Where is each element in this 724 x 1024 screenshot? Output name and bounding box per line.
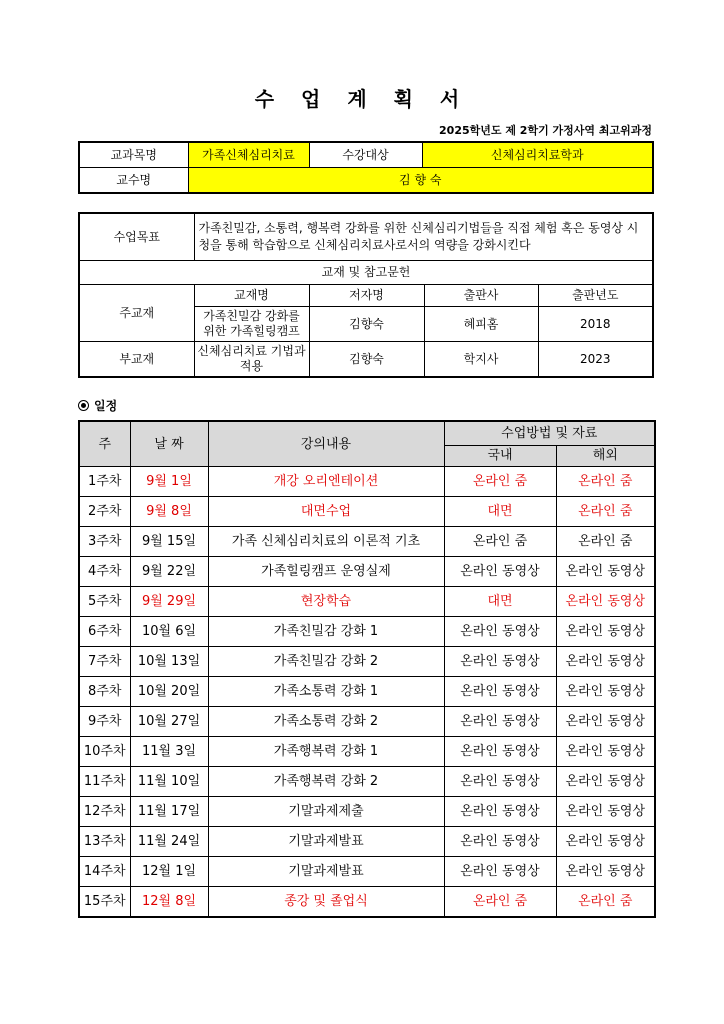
content-cell: 가족소통력 강화 2 xyxy=(208,707,444,737)
goal-text: 가족친밀감, 소통력, 행복력 강화를 위한 신체심리기법들을 직접 체험 혹은 동영상 시청을 통해 학습함으로 신체심리치료사로서의 역량을 강화시킨다 xyxy=(194,213,653,261)
week-cell: 8주차 xyxy=(79,677,130,707)
table-row xyxy=(79,857,655,887)
overseas-method-cell: 온라인 줌 xyxy=(556,527,655,557)
week-cell: 5주차 xyxy=(79,587,130,617)
sub-book-publisher: 학지사 xyxy=(424,342,538,378)
overseas-method-cell: 온라인 동영상 xyxy=(556,677,655,707)
table-row xyxy=(79,617,655,647)
domestic-method-cell: 온라인 동영상 xyxy=(444,737,556,767)
overseas-method-cell: 온라인 동영상 xyxy=(556,617,655,647)
week-cell: 14주차 xyxy=(79,857,130,887)
references-header: 교재 및 참고문헌 xyxy=(79,261,653,285)
week-cell: 10주차 xyxy=(79,737,130,767)
overseas-method-cell: 온라인 동영상 xyxy=(556,797,655,827)
table-row xyxy=(79,587,655,617)
content-cell: 가족행복력 강화 2 xyxy=(208,767,444,797)
professor-label: 교수명 xyxy=(79,168,188,194)
content-cell: 가족힐링캠프 운영실제 xyxy=(208,557,444,587)
week-cell: 4주차 xyxy=(79,557,130,587)
date-cell: 11월 10일 xyxy=(130,767,208,797)
sub-book-author: 김향숙 xyxy=(309,342,424,378)
semester-subtitle: 2025학년도 제 2학기 가정사역 최고위과정 xyxy=(439,124,652,137)
overseas-method-cell: 온라인 동영상 xyxy=(556,557,655,587)
content-cell: 가족행복력 강화 1 xyxy=(208,737,444,767)
date-cell: 10월 13일 xyxy=(130,647,208,677)
date-cell: 10월 27일 xyxy=(130,707,208,737)
col-publisher: 출판사 xyxy=(424,285,538,307)
overseas-method-cell: 온라인 동영상 xyxy=(556,737,655,767)
col-author: 저자명 xyxy=(309,285,424,307)
domestic-method-cell: 온라인 줌 xyxy=(444,887,556,918)
domestic-method-cell: 온라인 줌 xyxy=(444,527,556,557)
overseas-method-cell: 온라인 줌 xyxy=(556,497,655,527)
sub-book-year: 2023 xyxy=(538,342,653,378)
week-cell: 13주차 xyxy=(79,827,130,857)
content-cell: 기말과제발표 xyxy=(208,827,444,857)
overseas-method-cell: 온라인 동영상 xyxy=(556,827,655,857)
date-cell: 11월 3일 xyxy=(130,737,208,767)
content-cell: 기말과제발표 xyxy=(208,857,444,887)
schedule-table xyxy=(78,420,656,918)
schedule-section-title xyxy=(78,397,117,414)
week-cell: 15주차 xyxy=(79,887,130,918)
table-row xyxy=(79,677,655,707)
table-row xyxy=(79,467,655,497)
bullet-circle-icon xyxy=(78,400,89,411)
domestic-method-cell: 온라인 동영상 xyxy=(444,677,556,707)
table-row xyxy=(79,827,655,857)
week-cell: 12주차 xyxy=(79,797,130,827)
course-name-label: 교과목명 xyxy=(79,142,188,168)
goal-label: 수업목표 xyxy=(79,213,194,261)
week-cell: 1주차 xyxy=(79,467,130,497)
course-name-value: 가족신체심리치료 xyxy=(188,142,309,168)
target-value: 신체심리치료학과 xyxy=(422,142,653,168)
table-row xyxy=(79,887,655,918)
overseas-method-cell: 온라인 동영상 xyxy=(556,707,655,737)
domestic-method-cell: 온라인 동영상 xyxy=(444,797,556,827)
content-cell: 가족 신체심리치료의 이론적 기초 xyxy=(208,527,444,557)
header-date: 날 짜 xyxy=(130,421,208,467)
table-row xyxy=(79,707,655,737)
content-cell: 가족친밀감 강화 1 xyxy=(208,617,444,647)
date-cell: 9월 22일 xyxy=(130,557,208,587)
header-overseas: 해외 xyxy=(556,445,655,466)
main-textbook-label: 주교재 xyxy=(79,285,194,342)
domestic-method-cell: 온라인 동영상 xyxy=(444,557,556,587)
domestic-method-cell: 온라인 동영상 xyxy=(444,857,556,887)
table-row xyxy=(79,557,655,587)
page-title: 수 업 계 획 서 xyxy=(254,87,470,111)
date-cell: 9월 29일 xyxy=(130,587,208,617)
course-plan-table xyxy=(78,212,654,378)
table-row xyxy=(79,647,655,677)
date-cell: 9월 15일 xyxy=(130,527,208,557)
col-year: 출판년도 xyxy=(538,285,653,307)
date-cell: 11월 24일 xyxy=(130,827,208,857)
course-info-table xyxy=(78,141,654,194)
domestic-method-cell: 온라인 동영상 xyxy=(444,617,556,647)
content-cell: 기말과제제출 xyxy=(208,797,444,827)
date-cell: 10월 20일 xyxy=(130,677,208,707)
date-cell: 9월 8일 xyxy=(130,497,208,527)
overseas-method-cell: 온라인 줌 xyxy=(556,887,655,918)
domestic-method-cell: 온라인 줌 xyxy=(444,467,556,497)
overseas-method-cell: 온라인 동영상 xyxy=(556,587,655,617)
content-cell: 개강 오리엔테이션 xyxy=(208,467,444,497)
week-cell: 2주차 xyxy=(79,497,130,527)
domestic-method-cell: 온라인 동영상 xyxy=(444,767,556,797)
header-week: 주 xyxy=(79,421,130,467)
sub-book-title: 신체심리치료 기법과 적용 xyxy=(194,342,309,378)
table-row xyxy=(79,767,655,797)
week-cell: 9주차 xyxy=(79,707,130,737)
table-row xyxy=(79,527,655,557)
target-label: 수강대상 xyxy=(309,142,422,168)
content-cell: 가족친밀감 강화 2 xyxy=(208,647,444,677)
week-cell: 11주차 xyxy=(79,767,130,797)
domestic-method-cell: 온라인 동영상 xyxy=(444,707,556,737)
domestic-method-cell: 대면 xyxy=(444,587,556,617)
overseas-method-cell: 온라인 동영상 xyxy=(556,857,655,887)
header-domestic: 국내 xyxy=(444,445,556,466)
main-book-title: 가족친밀감 강화를 위한 가족힐링캠프 xyxy=(194,307,309,342)
table-row xyxy=(79,797,655,827)
overseas-method-cell: 온라인 줌 xyxy=(556,467,655,497)
date-cell: 10월 6일 xyxy=(130,617,208,647)
week-cell: 3주차 xyxy=(79,527,130,557)
sub-textbook-label: 부교재 xyxy=(79,342,194,378)
main-book-author: 김향숙 xyxy=(309,307,424,342)
week-cell: 6주차 xyxy=(79,617,130,647)
overseas-method-cell: 온라인 동영상 xyxy=(556,647,655,677)
header-content: 강의내용 xyxy=(208,421,444,467)
content-cell: 현장학습 xyxy=(208,587,444,617)
date-cell: 12월 8일 xyxy=(130,887,208,918)
table-row xyxy=(79,497,655,527)
date-cell: 9월 1일 xyxy=(130,467,208,497)
date-cell: 12월 1일 xyxy=(130,857,208,887)
content-cell: 대면수업 xyxy=(208,497,444,527)
date-cell: 11월 17일 xyxy=(130,797,208,827)
header-method: 수업방법 및 자료 xyxy=(444,421,655,445)
table-row xyxy=(79,737,655,767)
overseas-method-cell: 온라인 동영상 xyxy=(556,767,655,797)
domestic-method-cell: 대면 xyxy=(444,497,556,527)
professor-value: 김 향 숙 xyxy=(188,168,653,194)
week-cell: 7주차 xyxy=(79,647,130,677)
content-cell: 가족소통력 강화 1 xyxy=(208,677,444,707)
content-cell: 종강 및 졸업식 xyxy=(208,887,444,918)
domestic-method-cell: 온라인 동영상 xyxy=(444,647,556,677)
main-book-year: 2018 xyxy=(538,307,653,342)
main-book-publisher: 혜피홈 xyxy=(424,307,538,342)
col-book-name: 교재명 xyxy=(194,285,309,307)
schedule-title-text: 일정 xyxy=(94,399,118,413)
domestic-method-cell: 온라인 동영상 xyxy=(444,827,556,857)
